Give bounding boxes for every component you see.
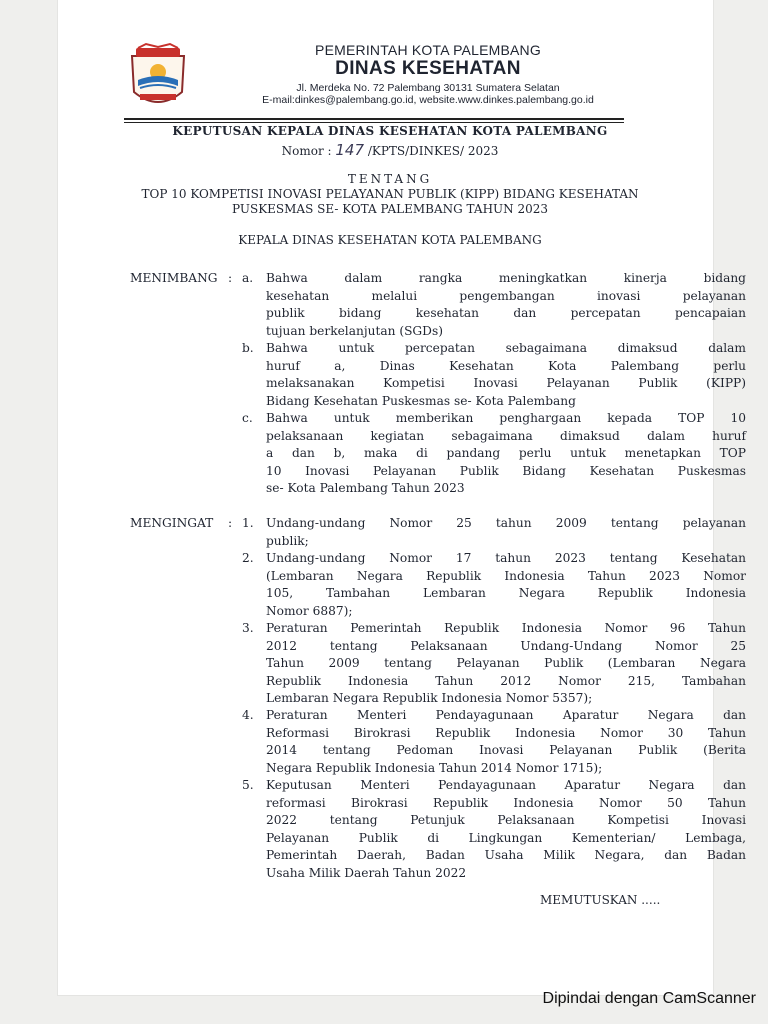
item-marker: c.	[242, 411, 253, 425]
item-line: Peraturan Pemerintah Republik Indonesia Nomor 96 Tahun	[266, 621, 746, 635]
item-line: tujuan berkelanjutan (SGDs)	[266, 323, 443, 338]
item-marker: 4.	[242, 708, 254, 722]
item-line: Pelayanan Publik di Lingkungan Kementerian/ Lembaga,	[266, 830, 746, 845]
item-line: melaksanakan Kompetisi Inovasi Pelayanan Publik (KIPP)	[266, 376, 746, 391]
item-line: Tahun 2009 tentang Pelayanan Publik (Lembaran Negara	[266, 656, 746, 671]
item-text	[266, 270, 746, 340]
item-line: (Lembaran Negara Republik Indonesia Tahun 2023 Nomor	[266, 568, 746, 583]
about-line-2: PUSKESMAS SE- KOTA PALEMBANG TAHUN 2023	[232, 202, 548, 216]
item-line: 10 Inovasi Pelayanan Publik Bidang Kesehatan Puskesmas	[266, 463, 746, 478]
mengingat-label: MENGINGAT	[130, 516, 214, 530]
item-text	[266, 410, 746, 498]
about-line-1: TOP 10 KOMPETISI INOVASI PELAYANAN PUBLIK (KIPP) BIDANG KESEHATAN	[141, 187, 639, 201]
decree-number	[70, 141, 710, 159]
item-line: Keputusan Menteri Pendayagunaan Aparatur Negara dan	[266, 778, 746, 792]
item-marker: b.	[242, 341, 254, 355]
item-marker: 5.	[242, 778, 254, 792]
item-marker: 3.	[242, 621, 254, 635]
item-line: se- Kota Palembang Tahun 2023	[266, 481, 465, 496]
mengingat-separator: :	[228, 516, 233, 530]
item-text	[266, 340, 746, 410]
letterhead-rule-thick	[124, 118, 624, 120]
item-line: Negara Republik Indonesia Tahun 2014 Nomor 1715);	[266, 760, 603, 775]
item-line: Peraturan Menteri Pendayagunaan Aparatur Negara dan	[266, 708, 746, 722]
item-line: publik bidang kesehatan dan percepatan pencapaian	[266, 306, 746, 321]
item-line: a dan b, maka di pandang perlu untuk menetapkan TOP	[266, 446, 746, 461]
item-line: Republik Indonesia Tahun 2012 Nomor 215, Tambahan	[266, 673, 746, 688]
item-line: Reformasi Birokrasi Republik Indonesia Nomor 30 Tahun	[266, 725, 746, 740]
item-line: Nomor 6887);	[266, 603, 353, 618]
menimbang-label: MENIMBANG	[130, 271, 218, 285]
palembang-emblem-logo	[126, 42, 190, 114]
item-text	[266, 707, 746, 777]
item-line: 2014 tentang Pedoman Inovasi Pelayanan Publik (Berita	[266, 743, 746, 758]
item-line: Bahwa untuk percepatan sebagaimana dimaksud dalam	[266, 341, 746, 355]
item-line: publik;	[266, 533, 309, 548]
item-line: Undang-undang Nomor 25 tahun 2009 tentang pelayanan	[266, 516, 746, 530]
item-marker: 1.	[242, 516, 254, 530]
issuer-heading: KEPALA DINAS KESEHATAN KOTA PALEMBANG	[238, 233, 542, 247]
item-line: kesehatan melalui pengembangan inovasi pelayanan	[266, 288, 746, 303]
item-line: 2012 tentang Pelaksanaan Undang-Undang Nomor 25	[266, 638, 746, 653]
item-line: Undang-undang Nomor 17 tahun 2023 tentang Kesehatan	[266, 551, 746, 565]
decree-number-prefix: Nomor :	[281, 144, 332, 158]
item-line: 105, Tambahan Lembaran Negara Republik Indonesia	[266, 586, 746, 601]
letterhead	[248, 42, 608, 106]
item-line: Pemerintah Daerah, Badan Usaha Milik Negara, dan Badan	[266, 848, 746, 863]
decree-number-suffix: /KPTS/DINKES/ 2023	[367, 144, 499, 158]
item-text	[266, 550, 746, 620]
item-line: huruf a, Dinas Kesehatan Kota Palembang perlu	[266, 358, 746, 373]
item-line: pelaksanaan kegiatan sebagaimana dimaksud dalam huruf	[266, 428, 746, 443]
item-line: Bahwa dalam rangka meningkatkan kinerja bidang	[266, 271, 746, 285]
item-text	[266, 777, 746, 883]
about-heading: TENTANG	[347, 172, 433, 186]
contact-line: E-mail:dinkes@palembang.go.id, website.www.dinkes.palembang.go.id	[262, 94, 594, 106]
item-text	[266, 620, 746, 708]
decree-title: KEPUTUSAN KEPALA DINAS KESEHATAN KOTA PALEMBANG	[172, 124, 608, 138]
item-text	[266, 515, 746, 550]
item-marker: 2.	[242, 551, 254, 565]
item-marker: a.	[242, 271, 254, 285]
item-line: 2022 tentang Petunjuk Pelaksanaan Kompetisi Inovasi	[266, 813, 746, 828]
item-line: Lembaran Negara Republik Indonesia Nomor 5357);	[266, 691, 593, 706]
item-line: reformasi Birokrasi Republik Indonesia Nomor 50 Tahun	[266, 795, 746, 810]
item-line: Bidang Kesehatan Puskesmas se- Kota Palembang	[266, 393, 576, 408]
closing-memutuskan: MEMUTUSKAN .....	[540, 893, 661, 907]
department-name: DINAS KESEHATAN	[335, 58, 521, 79]
item-line: Bahwa untuk memberikan penghargaan kepada TOP 10	[266, 411, 746, 425]
government-name: PEMERINTAH KOTA PALEMBANG	[315, 42, 541, 58]
address-line: Jl. Merdeka No. 72 Palembang 30131 Sumatera Selatan	[296, 82, 560, 94]
menimbang-separator: :	[228, 271, 233, 285]
item-line: Usaha Milik Daerah Tahun 2022	[266, 865, 467, 880]
letterhead-rule-thin	[124, 122, 624, 123]
scanner-watermark: Dipindai dengan CamScanner	[542, 990, 756, 1007]
decree-number-handwritten: 147	[335, 141, 364, 159]
